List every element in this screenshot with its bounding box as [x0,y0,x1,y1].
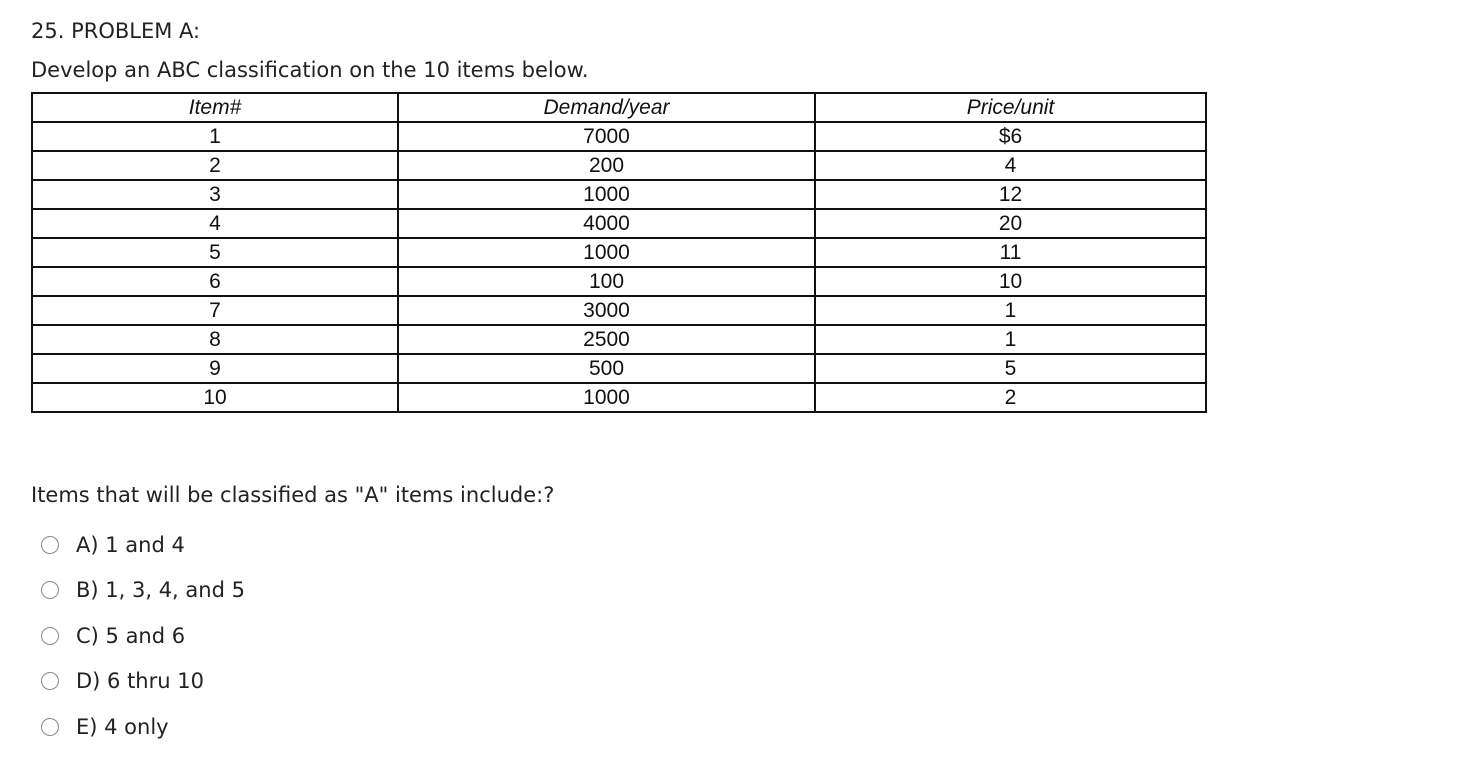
cell-demand: 1000 [398,383,815,412]
answer-option-label[interactable]: A) 1 and 4 [76,532,185,557]
answer-option-b[interactable] [41,568,245,614]
cell-demand: 1000 [398,238,815,267]
answer-option-d[interactable] [41,659,245,705]
question-prompt: Items that will be classified as "A" items include:? [31,483,555,507]
answer-option-e[interactable] [41,704,245,750]
answer-option-label[interactable]: C) 5 and 6 [76,623,186,648]
table-row [32,383,1206,412]
cell-price: 20 [815,209,1206,238]
cell-item: 3 [32,180,398,209]
table-row [32,325,1206,354]
question-instructions: Develop an ABC classification on the 10 items below. [31,58,589,82]
table-row [32,151,1206,180]
cell-price: 2 [815,383,1206,412]
cell-item: 8 [32,325,398,354]
cell-demand: 7000 [398,122,815,151]
cell-price: $6 [815,122,1206,151]
radio-button-icon[interactable] [41,718,59,736]
cell-price: 1 [815,296,1206,325]
answer-option-label[interactable]: E) 4 only [76,714,169,739]
cell-item: 10 [32,383,398,412]
table-row [32,354,1206,383]
table-row [32,267,1206,296]
header-price-per-unit: Price/unit [815,93,1206,122]
cell-item: 2 [32,151,398,180]
answer-option-label[interactable]: D) 6 thru 10 [76,669,204,694]
answer-options [41,522,245,750]
cell-price: 12 [815,180,1206,209]
header-item-number: Item# [32,93,398,122]
cell-item: 6 [32,267,398,296]
cell-price: 5 [815,354,1206,383]
radio-button-icon[interactable] [41,672,59,690]
answer-option-label[interactable]: B) 1, 3, 4, and 5 [76,578,245,603]
question-title: 25. PROBLEM A: [31,19,201,43]
table-header-row [32,93,1206,122]
cell-demand: 2500 [398,325,815,354]
radio-button-icon[interactable] [41,581,59,599]
items-table [31,92,1207,413]
cell-demand: 1000 [398,180,815,209]
table-row [32,122,1206,151]
cell-price: 4 [815,151,1206,180]
cell-demand: 500 [398,354,815,383]
cell-item: 1 [32,122,398,151]
cell-demand: 100 [398,267,815,296]
cell-item: 5 [32,238,398,267]
cell-price: 1 [815,325,1206,354]
cell-item: 9 [32,354,398,383]
cell-price: 10 [815,267,1206,296]
radio-button-icon[interactable] [41,627,59,645]
table-row [32,209,1206,238]
cell-demand: 4000 [398,209,815,238]
table-row [32,296,1206,325]
cell-demand: 200 [398,151,815,180]
cell-item: 4 [32,209,398,238]
table-row [32,180,1206,209]
cell-item: 7 [32,296,398,325]
table-row [32,238,1206,267]
answer-option-a[interactable] [41,522,245,568]
answer-option-c[interactable] [41,613,245,659]
cell-demand: 3000 [398,296,815,325]
radio-button-icon[interactable] [41,536,59,554]
header-demand-per-year: Demand/year [398,93,815,122]
cell-price: 11 [815,238,1206,267]
